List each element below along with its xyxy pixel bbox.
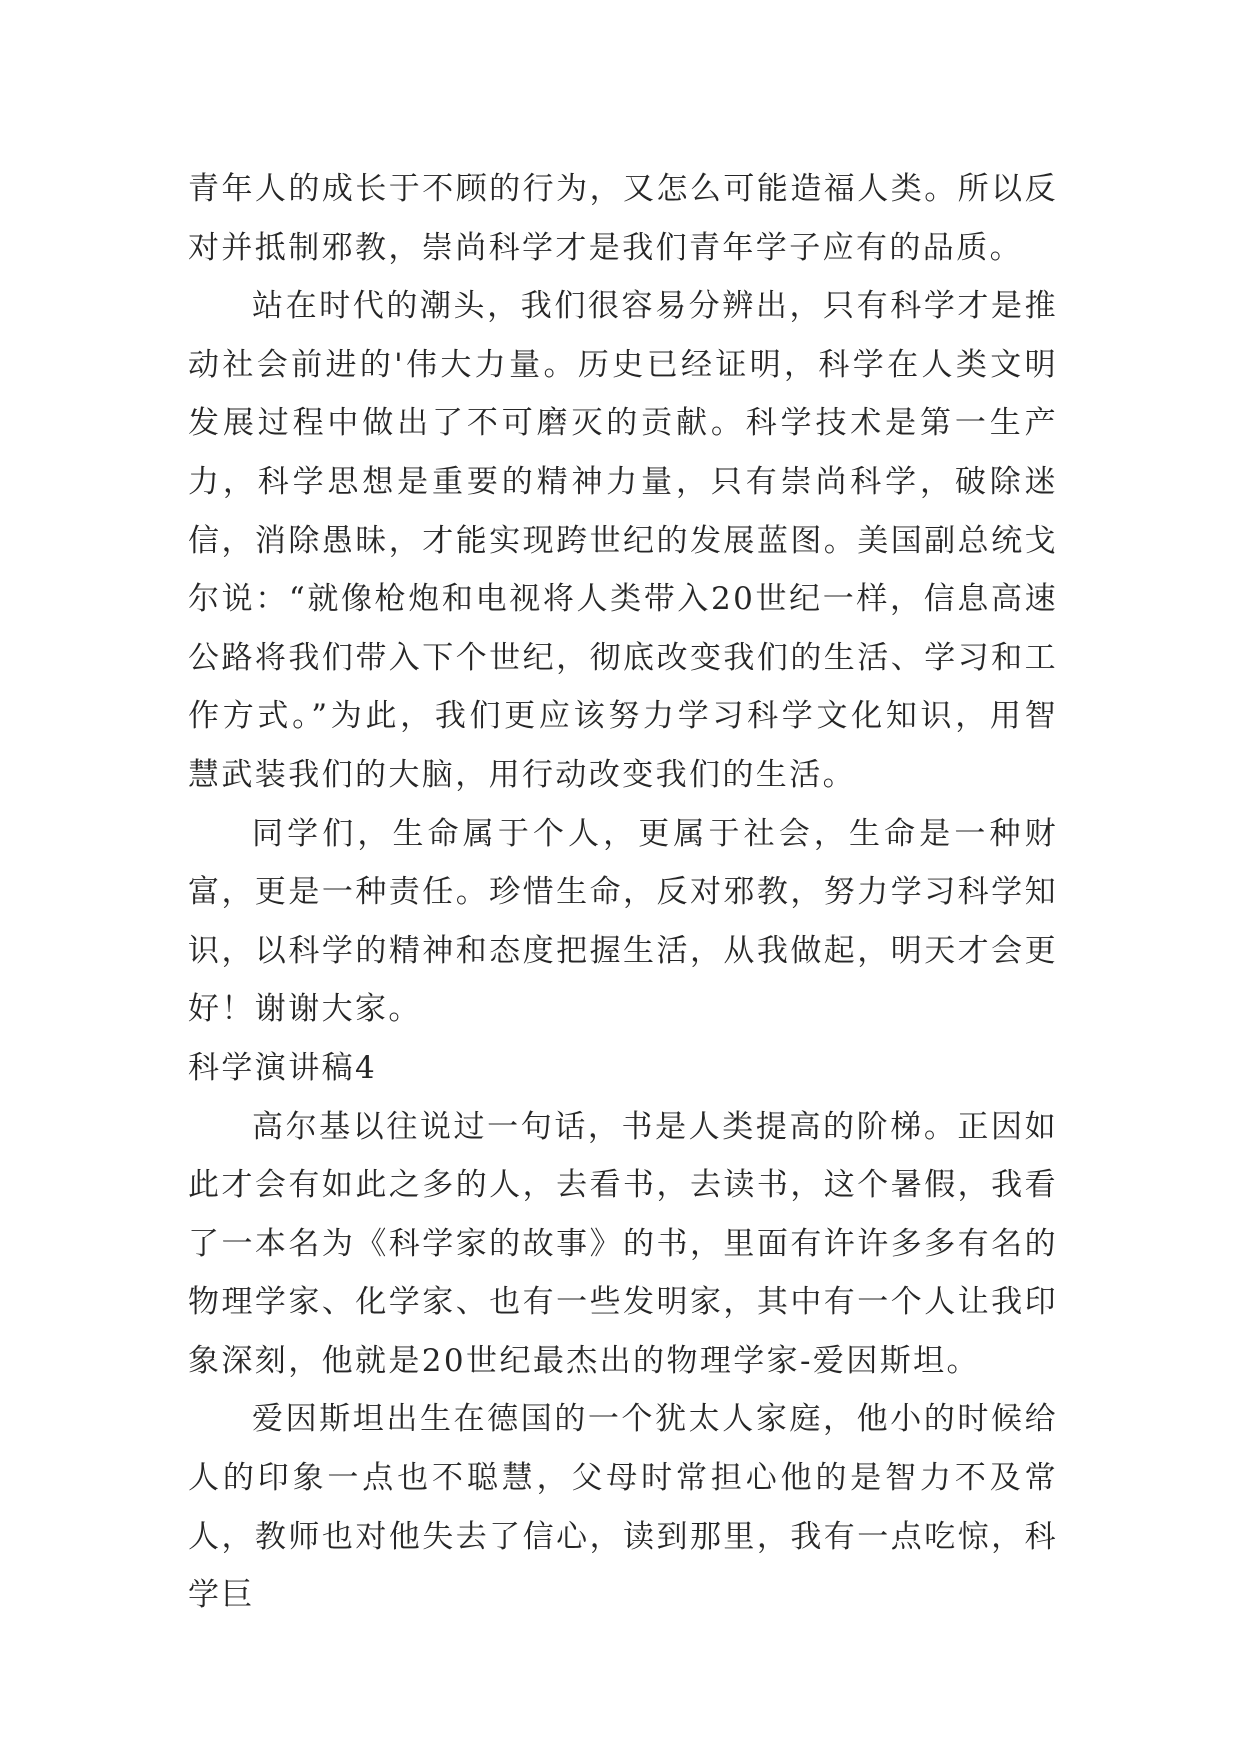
paragraph-4: 高尔基以往说过一句话，书是人类提高的阶梯。正因如此才会有如此之多的人，去看书，去读书，这个暑假，我看了一本名为《科学家的故事》的书，里面有许许多多有名的物理学家、化学家、也有一些发明家，其中有一个人让我印象深刻，他就是20世纪最杰出的物理学家-爱因斯坦。 <box>188 1108 1058 1379</box>
paragraph-3: 同学们，生命属于个人，更属于社会，生命是一种财富，更是一种责任。珍惜生命，反对邪教，努力学习科学知识，以科学的精神和态度把握生活，从我做起，明天才会更好！谢谢大家。 <box>188 815 1058 1028</box>
document-page <box>188 160 1058 1625</box>
paragraph-5: 爱因斯坦出生在德国的一个犹太人家庭，他小的时候给人的印象一点也不聪慧，父母时常担心他的是智力不及常人，教师也对他失去了信心，读到那里，我有一点吃惊，科学巨 <box>188 1401 1058 1614</box>
paragraph-1: 青年人的成长于不顾的行为，又怎么可能造福人类。所以反对并抵制邪教，崇尚科学才是我们青年学子应有的品质。 <box>188 171 1058 266</box>
section-heading: 科学演讲稿4 <box>188 1049 378 1086</box>
paragraph-2: 站在时代的潮头，我们很容易分辨出，只有科学才是推动社会前进的'伟大力量。历史已经证明，科学在人类文明发展过程中做出了不可磨灭的贡献。科学技术是第一生产力，科学思想是重要的精神力量，只有崇尚科学，破除迷信，消除愚昧，才能实现跨世纪的发展蓝图。美国副总统戈尔说：“就像枪炮和电视将人类带入20世纪一样，信息高速公路将我们带入下个世纪，彻底改变我们的生活、学习和工作方式。”为此，我们更应该努力学习科学文化知识，用智慧武装我们的大脑，用行动改变我们的生活。 <box>188 288 1058 793</box>
